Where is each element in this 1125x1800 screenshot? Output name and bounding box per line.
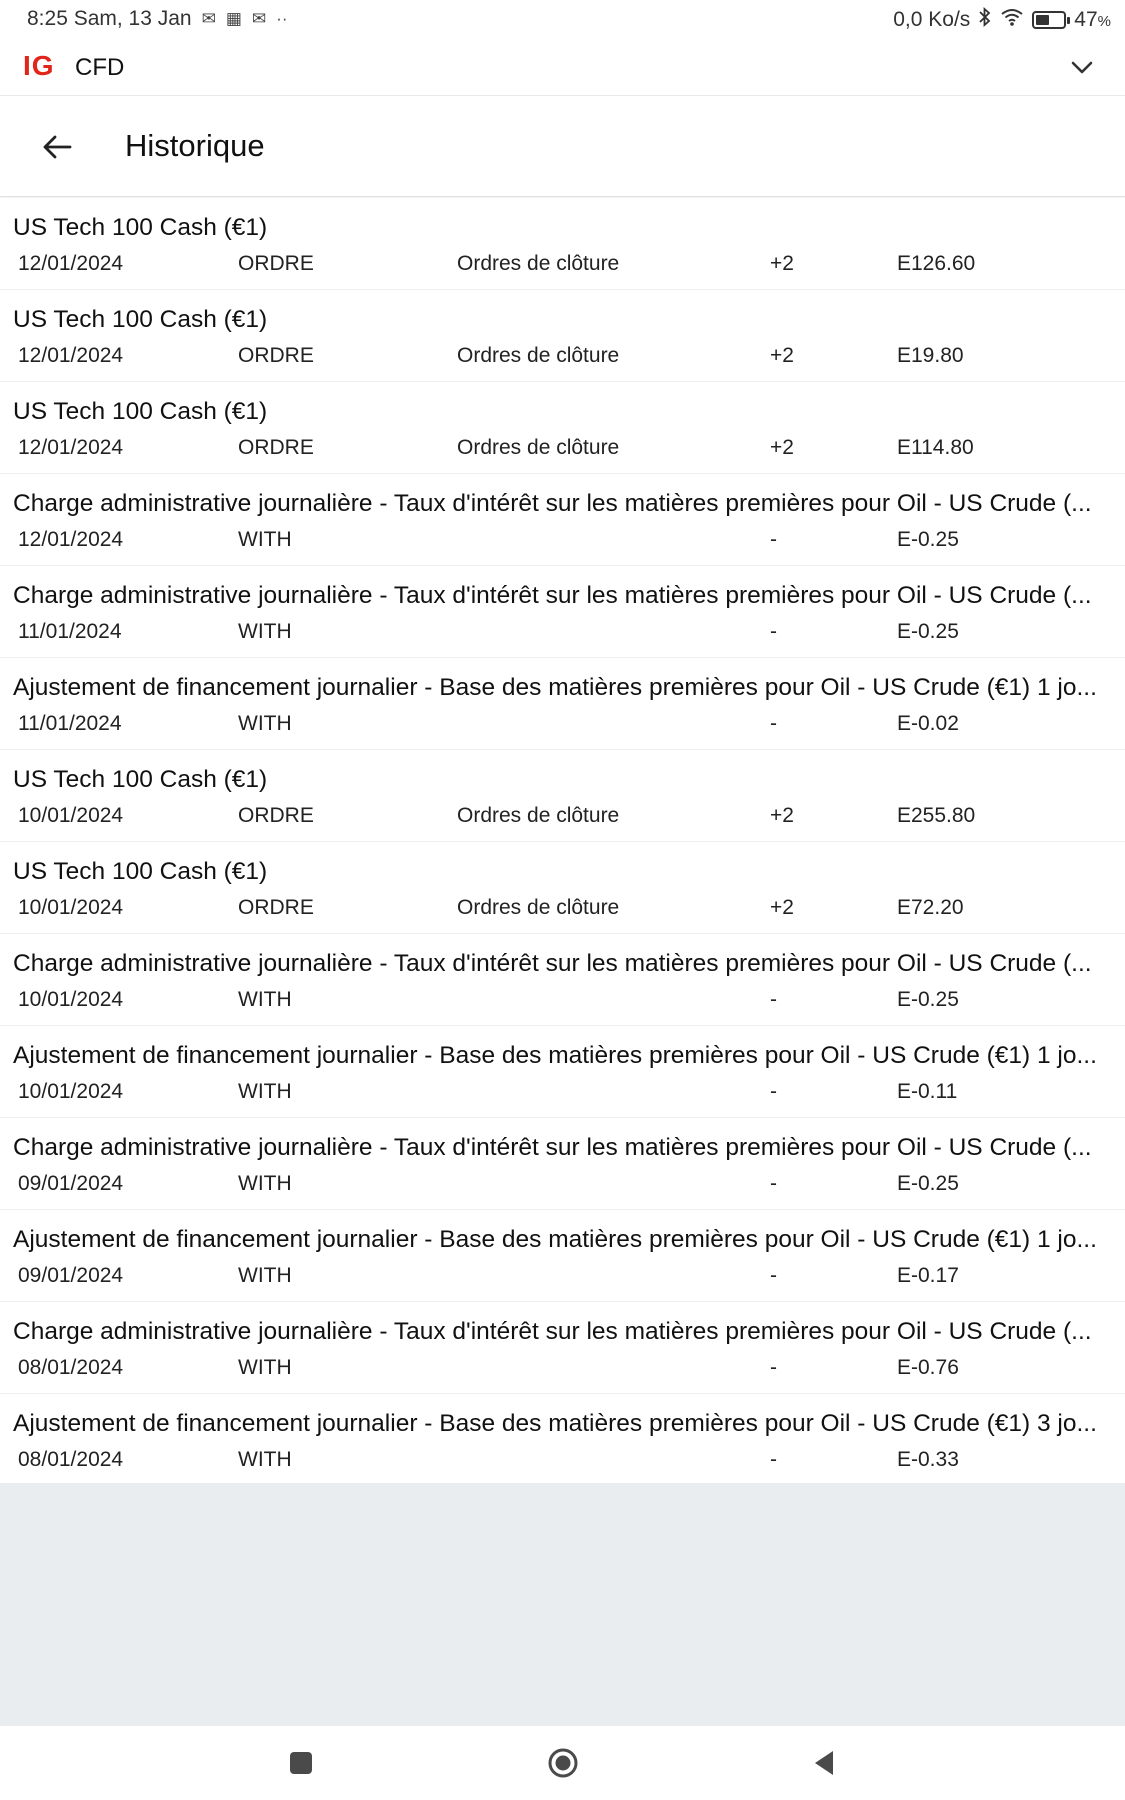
transaction-description: Ordres de clôture	[457, 344, 620, 367]
transaction-date: 11/01/2024	[18, 620, 122, 643]
transaction-amount: E72.20	[897, 896, 964, 919]
transaction-title: US Tech 100 Cash (€1)	[13, 766, 268, 793]
transaction-row[interactable]	[0, 750, 1125, 842]
transaction-size: -	[770, 1172, 777, 1195]
transaction-row[interactable]	[0, 1118, 1125, 1210]
transaction-date: 08/01/2024	[18, 1356, 124, 1379]
transaction-type: ORDRE	[238, 344, 314, 367]
ig-logo: IG	[23, 50, 55, 81]
transaction-type: WITH	[238, 1356, 292, 1379]
transaction-type: WITH	[238, 1448, 292, 1471]
transaction-row[interactable]	[0, 198, 1125, 290]
transaction-title: US Tech 100 Cash (€1)	[13, 398, 268, 425]
transaction-type: ORDRE	[238, 252, 314, 275]
battery-percent: 47%	[1074, 7, 1111, 31]
transaction-amount: E255.80	[897, 804, 976, 827]
transaction-amount: E-0.02	[897, 712, 959, 735]
transaction-date: 10/01/2024	[18, 988, 124, 1011]
transaction-date: 10/01/2024	[18, 804, 124, 827]
transaction-title: US Tech 100 Cash (€1)	[13, 214, 268, 241]
transaction-row[interactable]	[0, 382, 1125, 474]
transaction-date: 10/01/2024	[18, 1080, 124, 1103]
transaction-title: Ajustement de financement journalier - Base des matières premières pour Oil - US Crude (€1) 3 jo...	[13, 1410, 1097, 1437]
transaction-date: 12/01/2024	[18, 528, 124, 551]
transaction-size: -	[770, 712, 777, 735]
transaction-row[interactable]	[0, 566, 1125, 658]
page-title: Historique	[125, 128, 265, 163]
product-selector-label[interactable]: CFD	[75, 54, 125, 81]
chevron-down-icon[interactable]	[1069, 54, 1095, 80]
transaction-row[interactable]	[0, 474, 1125, 566]
transaction-date: 09/01/2024	[18, 1172, 124, 1195]
transaction-type: WITH	[238, 528, 292, 551]
transaction-type: WITH	[238, 712, 292, 735]
transaction-date: 12/01/2024	[18, 344, 124, 367]
transaction-size: +2	[770, 252, 794, 275]
more-dots-icon: ··	[276, 9, 288, 28]
app-bar	[0, 40, 1125, 96]
transaction-amount: E-0.25	[897, 620, 959, 643]
wifi-icon	[1000, 7, 1024, 32]
transaction-row[interactable]	[0, 658, 1125, 750]
transaction-type: WITH	[238, 1080, 292, 1103]
navigation-bar	[0, 1726, 1125, 1800]
transaction-title: Charge administrative journalière - Taux d'intérêt sur les matières premières pour Oil - US Crude (...	[13, 950, 1092, 977]
mail-icon: ✉	[251, 9, 267, 28]
transaction-title: US Tech 100 Cash (€1)	[13, 858, 268, 885]
transaction-type: WITH	[238, 620, 292, 643]
transaction-size: -	[770, 1080, 777, 1103]
transaction-size: -	[770, 988, 777, 1011]
transaction-size: -	[770, 620, 777, 643]
transaction-amount: E19.80	[897, 344, 964, 367]
transaction-type: WITH	[238, 1172, 292, 1195]
transaction-date: 10/01/2024	[18, 896, 124, 919]
transaction-list	[0, 198, 1125, 1486]
transaction-row[interactable]	[0, 1210, 1125, 1302]
recent-apps-icon[interactable]	[284, 1746, 318, 1780]
transaction-amount: E114.80	[897, 436, 974, 459]
transaction-size: +2	[770, 436, 794, 459]
transaction-amount: E-0.33	[897, 1448, 959, 1471]
transaction-size: +2	[770, 344, 794, 367]
transaction-amount: E126.60	[897, 252, 976, 275]
transaction-type: ORDRE	[238, 896, 314, 919]
transaction-date: 08/01/2024	[18, 1448, 124, 1471]
transaction-type: WITH	[238, 988, 292, 1011]
mail-icon: ✉	[201, 9, 216, 28]
back-arrow-icon[interactable]	[40, 130, 74, 164]
transaction-title: Ajustement de financement journalier - Base des matières premières pour Oil - US Crude (€1) 1 jo...	[13, 1226, 1097, 1253]
transaction-title: Charge administrative journalière - Taux d'intérêt sur les matières premières pour Oil - US Crude (...	[13, 490, 1092, 517]
transaction-row[interactable]	[0, 842, 1125, 934]
transaction-size: -	[770, 1264, 777, 1287]
status-time-date: 8:25 Sam, 13 Jan	[27, 7, 192, 30]
transaction-description: Ordres de clôture	[457, 896, 620, 919]
transaction-type: WITH	[238, 1264, 292, 1287]
transaction-description: Ordres de clôture	[457, 436, 620, 459]
bluetooth-icon	[978, 7, 992, 32]
transaction-type: ORDRE	[238, 804, 314, 827]
status-bar	[0, 0, 1125, 40]
transaction-size: -	[770, 1448, 777, 1471]
transaction-description: Ordres de clôture	[457, 804, 620, 827]
transaction-date: 11/01/2024	[18, 712, 122, 735]
transaction-size: +2	[770, 804, 794, 827]
battery-icon	[1032, 11, 1066, 29]
transaction-row[interactable]	[0, 1026, 1125, 1118]
transaction-title: US Tech 100 Cash (€1)	[13, 306, 268, 333]
transaction-title: Charge administrative journalière - Taux d'intérêt sur les matières premières pour Oil - US Crude (...	[13, 582, 1092, 609]
transaction-row[interactable]	[0, 1394, 1125, 1486]
transaction-date: 09/01/2024	[18, 1264, 124, 1287]
transaction-row[interactable]	[0, 290, 1125, 382]
transaction-size: +2	[770, 896, 794, 919]
transaction-amount: E-0.25	[897, 1172, 959, 1195]
transaction-row[interactable]	[0, 934, 1125, 1026]
network-speed: 0,0 Ko/s	[893, 7, 971, 31]
transaction-row[interactable]	[0, 1302, 1125, 1394]
transaction-title: Ajustement de financement journalier - Base des matières premières pour Oil - US Crude (€1) 1 jo...	[13, 674, 1097, 701]
transaction-amount: E-0.25	[897, 988, 959, 1011]
transaction-date: 12/01/2024	[18, 436, 124, 459]
calendar-icon: ▦	[225, 9, 242, 28]
transaction-date: 12/01/2024	[18, 252, 124, 275]
page-header	[0, 96, 1125, 197]
transaction-title: Charge administrative journalière - Taux d'intérêt sur les matières premières pour Oil - US Crude (...	[13, 1134, 1092, 1161]
empty-area	[0, 1483, 1125, 1726]
transaction-title: Charge administrative journalière - Taux d'intérêt sur les matières premières pour Oil - US Crude (...	[13, 1318, 1092, 1345]
transaction-amount: E-0.25	[897, 528, 959, 551]
transaction-amount: E-0.76	[897, 1356, 959, 1379]
home-icon[interactable]	[546, 1746, 580, 1780]
transaction-size: -	[770, 1356, 777, 1379]
back-triangle-icon[interactable]	[808, 1746, 842, 1780]
transaction-size: -	[770, 528, 777, 551]
transaction-amount: E-0.11	[897, 1080, 958, 1103]
transaction-type: ORDRE	[238, 436, 314, 459]
transaction-title: Ajustement de financement journalier - Base des matières premières pour Oil - US Crude (€1) 1 jo...	[13, 1042, 1097, 1069]
transaction-amount: E-0.17	[897, 1264, 959, 1287]
transaction-description: Ordres de clôture	[457, 252, 620, 275]
